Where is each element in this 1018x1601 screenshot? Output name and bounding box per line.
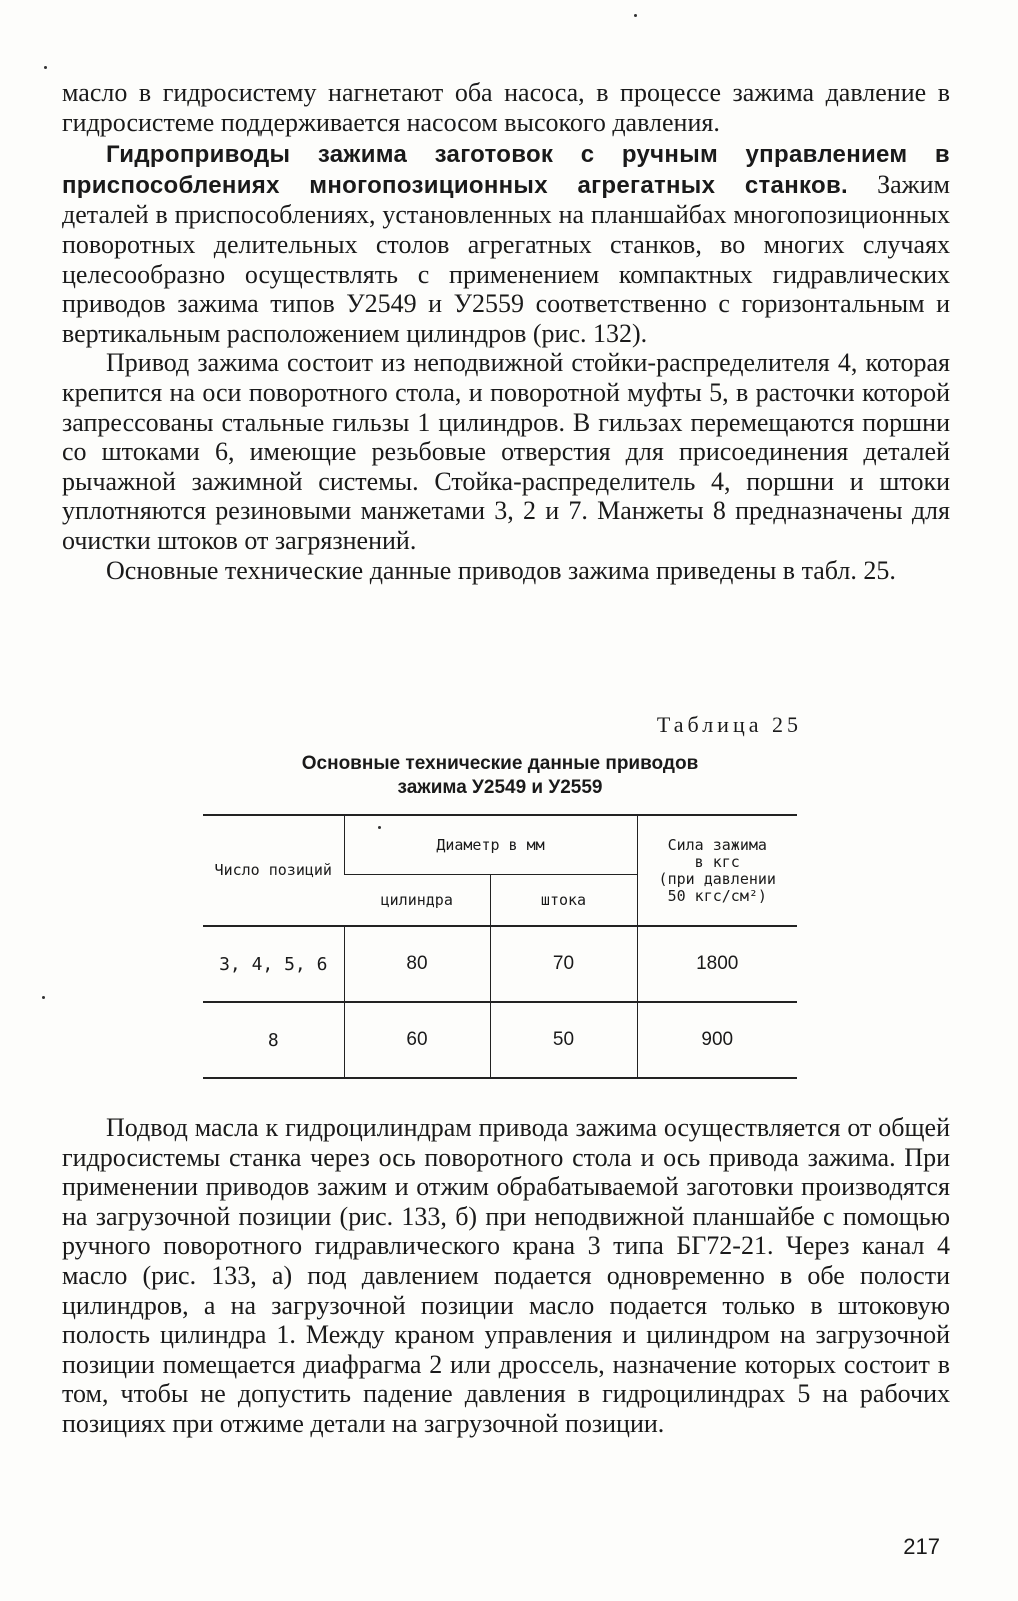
cell-positions: 3, 4, 5, 6	[219, 953, 328, 975]
table-row	[203, 926, 797, 1002]
cell-force: 900	[637, 1002, 797, 1078]
header-force-line4: 50 кгс/см²)	[667, 886, 767, 905]
cell-rod: 70	[490, 926, 637, 1002]
paragraph-section	[62, 139, 950, 348]
scan-speck	[634, 14, 637, 17]
header-force-line2: в кгс	[694, 852, 740, 871]
header-cylinder: цилиндра	[344, 875, 490, 927]
paragraph-continuation: масло в гидросистему нагнетают оба насоса, в процессе зажима давление в гидросистеме поддерживается насосом высокого давления.	[62, 78, 950, 137]
data-table	[203, 814, 797, 1079]
body-text-top	[62, 78, 950, 585]
page-number: 217	[903, 1534, 940, 1559]
cell-force: 1800	[637, 926, 797, 1002]
paragraph-oil-supply: Подвод масла к гидроцилиндрам привода зажима осуществляется от общей гидросистемы станка через ось поворотного стола и ось привода зажима. При применении приводов зажим и отжим обрабатываемой заготовки производятся на загрузочной позиции (рис. 133, б) при неподвижной планшайбе с помощью ручного поворотного гидравлического крана 3 типа БГ72-21. Через канал 4 масло (рис. 133, а) под давлением подается одновременно в обе полости цилиндров, а на загрузочной позиции масло подается только в штоковую полость цилиндра 1. Между краном управления и цилиндром на загрузочной позиции помещается диафрагма 2 или дроссель, назначение которых состоит в том, чтобы не допустить падение давления в гидроцилиндрах 5 на рабочих позициях при отжиме детали на загрузочной позиции.	[62, 1113, 950, 1438]
scan-speck	[44, 66, 47, 69]
header-rod: штока	[490, 875, 637, 927]
paragraph-table-reference: Основные технические данные приводов зажима приведены в табл. 25.	[106, 555, 896, 585]
cell-rod: 50	[490, 1002, 637, 1078]
header-force-line3: (при давлении	[658, 869, 776, 888]
table-caption	[200, 752, 800, 800]
cell-cylinder: 80	[344, 926, 490, 1002]
header-force-line1: Сила зажима	[667, 835, 767, 854]
header-diameter: Диаметр в мм	[344, 815, 637, 875]
scan-speck	[42, 996, 45, 999]
cell-positions: 8	[267, 1029, 279, 1051]
section-heading: Гидроприводы зажима заготовок с ручным управлением в приспособлениях многопозиционных агрегатных станков.	[62, 141, 950, 199]
paragraph-drive-description: Привод зажима состоит из неподвижной стойки-распределителя 4, которая крепится на оси поворотного стола, и поворотной муфты 5, в расточки которой запрессованы стальные гильзы 1 цилиндров. В гильзах перемещаются поршни со штоками 6, имеющие резьбовые отверстия для присоединения деталей рычажной зажимной системы. Стойка-распределитель 4, поршни и штоки уплотняются резиновыми манжетами 3, 2 и 7. Манжеты 8 предназначены для очистки штоков от загрязнений.	[62, 348, 950, 555]
table-caption-line1: Основные технические данные приводов	[301, 753, 699, 774]
section-text: Зажим деталей в приспособлениях, установленных на планшайбах многопозиционных поворотных делительных столов агрегатных станков, во многих случаях целесообразно осуществлять с применением компактных гидравлических приводов зажима типов У2549 и У2559 соответственно с горизонтальным и вертикальным расположением цилиндров (рис. 132).	[62, 169, 950, 348]
table-number: Таблица 25	[656, 712, 802, 737]
header-force	[637, 815, 797, 926]
scan-speck	[378, 826, 381, 829]
cell-cylinder: 60	[344, 1002, 490, 1078]
table-row	[203, 1002, 797, 1078]
header-positions: Число позиций	[203, 815, 344, 926]
body-text-bottom	[62, 1113, 950, 1439]
table-caption-line2: зажима У2549 и У2559	[397, 777, 603, 798]
